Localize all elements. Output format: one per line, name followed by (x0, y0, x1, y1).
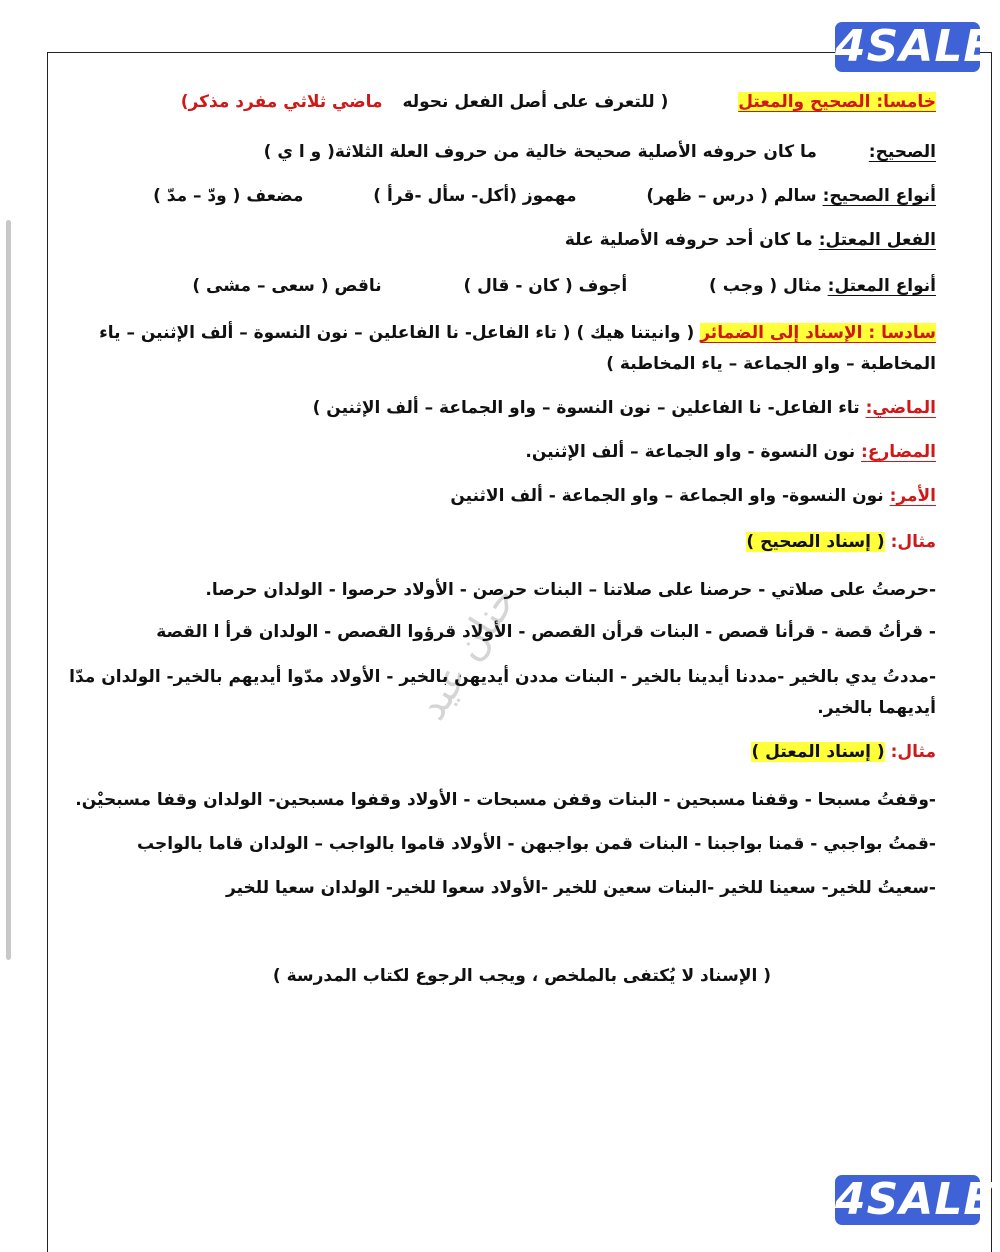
sahih-definition (62, 142, 936, 162)
example2-heading (62, 742, 936, 762)
mutal-definition (62, 230, 936, 250)
section5-heading: خامسا: الصحيح والمعتل (738, 92, 936, 112)
watermark-logo-top: 4SALE (835, 21, 995, 72)
section5-note-red: ماضي ثلاثي مفرد مذكر) (180, 92, 383, 112)
example2-title: ( إسناد المعتل ) (751, 742, 885, 762)
mudari-line (62, 442, 936, 462)
madi-line (62, 398, 936, 418)
mudari-text: نون النسوة - واو الجماعة – ألف الإثنين. (525, 442, 856, 462)
amr-text: نون النسوة- واو الجماعة – واو الجماعة - ألف الاثنين (450, 486, 884, 506)
handwritten-signature: حنان عيد (408, 578, 527, 729)
example2-line-1: -وقفتُ مسبحا - وقفنا مسبحين - البنات وقفن مسبحات - الأولاد وقفوا مسبحين- الولدان وقفا مسبحيْن. (75, 790, 936, 810)
sahih-type-mudaaf: مضعف ( ودّ – مدّ ) (153, 186, 304, 206)
section5-note: ( للتعرف على أصل الفعل نحوله (402, 92, 669, 112)
watermark-logo-bottom: 4SALE (835, 1174, 995, 1225)
sahih-label: الصحيح: (868, 142, 936, 162)
example1-line-2: - قرأتُ قصة - قرأنا قصص - البنات قرأن القصص - الأولاد قرؤوا القصص - الولدان قرأ ا القصة (156, 622, 936, 642)
section5-heading-line (62, 92, 936, 112)
amr-label: الأمر: (889, 486, 936, 506)
mutal-label: الفعل المعتل: (818, 230, 936, 250)
scrollbar[interactable] (6, 220, 11, 960)
example2-line-3: -سعيتُ للخير- سعينا للخير -البنات سعين للخير -الأولاد سعوا للخير- الولدان سعيا للخير (226, 878, 936, 898)
madi-label: الماضي: (865, 398, 936, 418)
footer-note: ( الإسناد لا يُكتفى بالملخص ، ويجب الرجوع لكتاب المدرسة ) (272, 966, 771, 986)
section6-intro-text: ( وانيتنا هيك ) ( تاء الفاعل- نا الفاعلين – نون النسوة – ألف الإثنين – ياء المخاطبة – واو الجماعة – ياء المخاطبة ) (99, 323, 936, 374)
section6-intro (62, 318, 936, 380)
mutal-type-naqis: ناقص ( سعى – مشى ) (192, 276, 382, 296)
example2-label: مثال: (890, 742, 936, 762)
example1-label: مثال: (890, 532, 936, 552)
sahih-type-salim: سالم ( درس – ظهر) (646, 186, 817, 206)
example2-line-2: -قمتُ بواجبي - قمنا بواجبنا - البنات قمن بواجبهن - الأولاد قاموا بالواجب – الولدان قاما بالواجب (137, 834, 936, 854)
sahih-types-label: أنواع الصحيح: (822, 186, 936, 206)
mutal-type-ajwaf: أجوف ( كان - قال ) (463, 276, 628, 296)
section6-heading: سادسا : الإسناد إلى الضمائر (700, 323, 936, 343)
example1-line-3: -مددتُ يدي بالخير -مددنا أيدينا بالخير - البنات مددن أيديهن بالخير - الأولاد مدّوا أيديهم بالخير- الولدان مدّا أيديهما بالخير. (69, 667, 936, 718)
example1-heading (62, 532, 936, 552)
example1-title: ( إسناد الصحيح ) (746, 532, 885, 552)
mutal-types (62, 276, 936, 296)
mutal-types-label: أنواع المعتل: (827, 276, 936, 296)
amr-line (62, 486, 936, 506)
sahih-type-mahmuz: مهموز (أكل- سأل -قرأ ) (373, 186, 577, 206)
example1-line-1: -حرصتُ على صلاتي - حرصنا على صلاتنا – البنات حرصن - الأولاد حرصوا - الولدان حرصا. (205, 580, 936, 600)
mutal-type-mithal: مثال ( وجب ) (709, 276, 822, 296)
mudari-label: المضارع: (861, 442, 936, 462)
madi-text: تاء الفاعل- نا الفاعلين – نون النسوة – واو الجماعة – ألف الإثنين ) (312, 398, 860, 418)
sahih-types (62, 186, 936, 206)
sahih-text: ما كان حروفه الأصلية صحيحة خالية من حروف العلة الثلاثة( و ا ي ) (263, 142, 817, 162)
mutal-text: ما كان أحد حروفه الأصلية علة (564, 230, 813, 250)
